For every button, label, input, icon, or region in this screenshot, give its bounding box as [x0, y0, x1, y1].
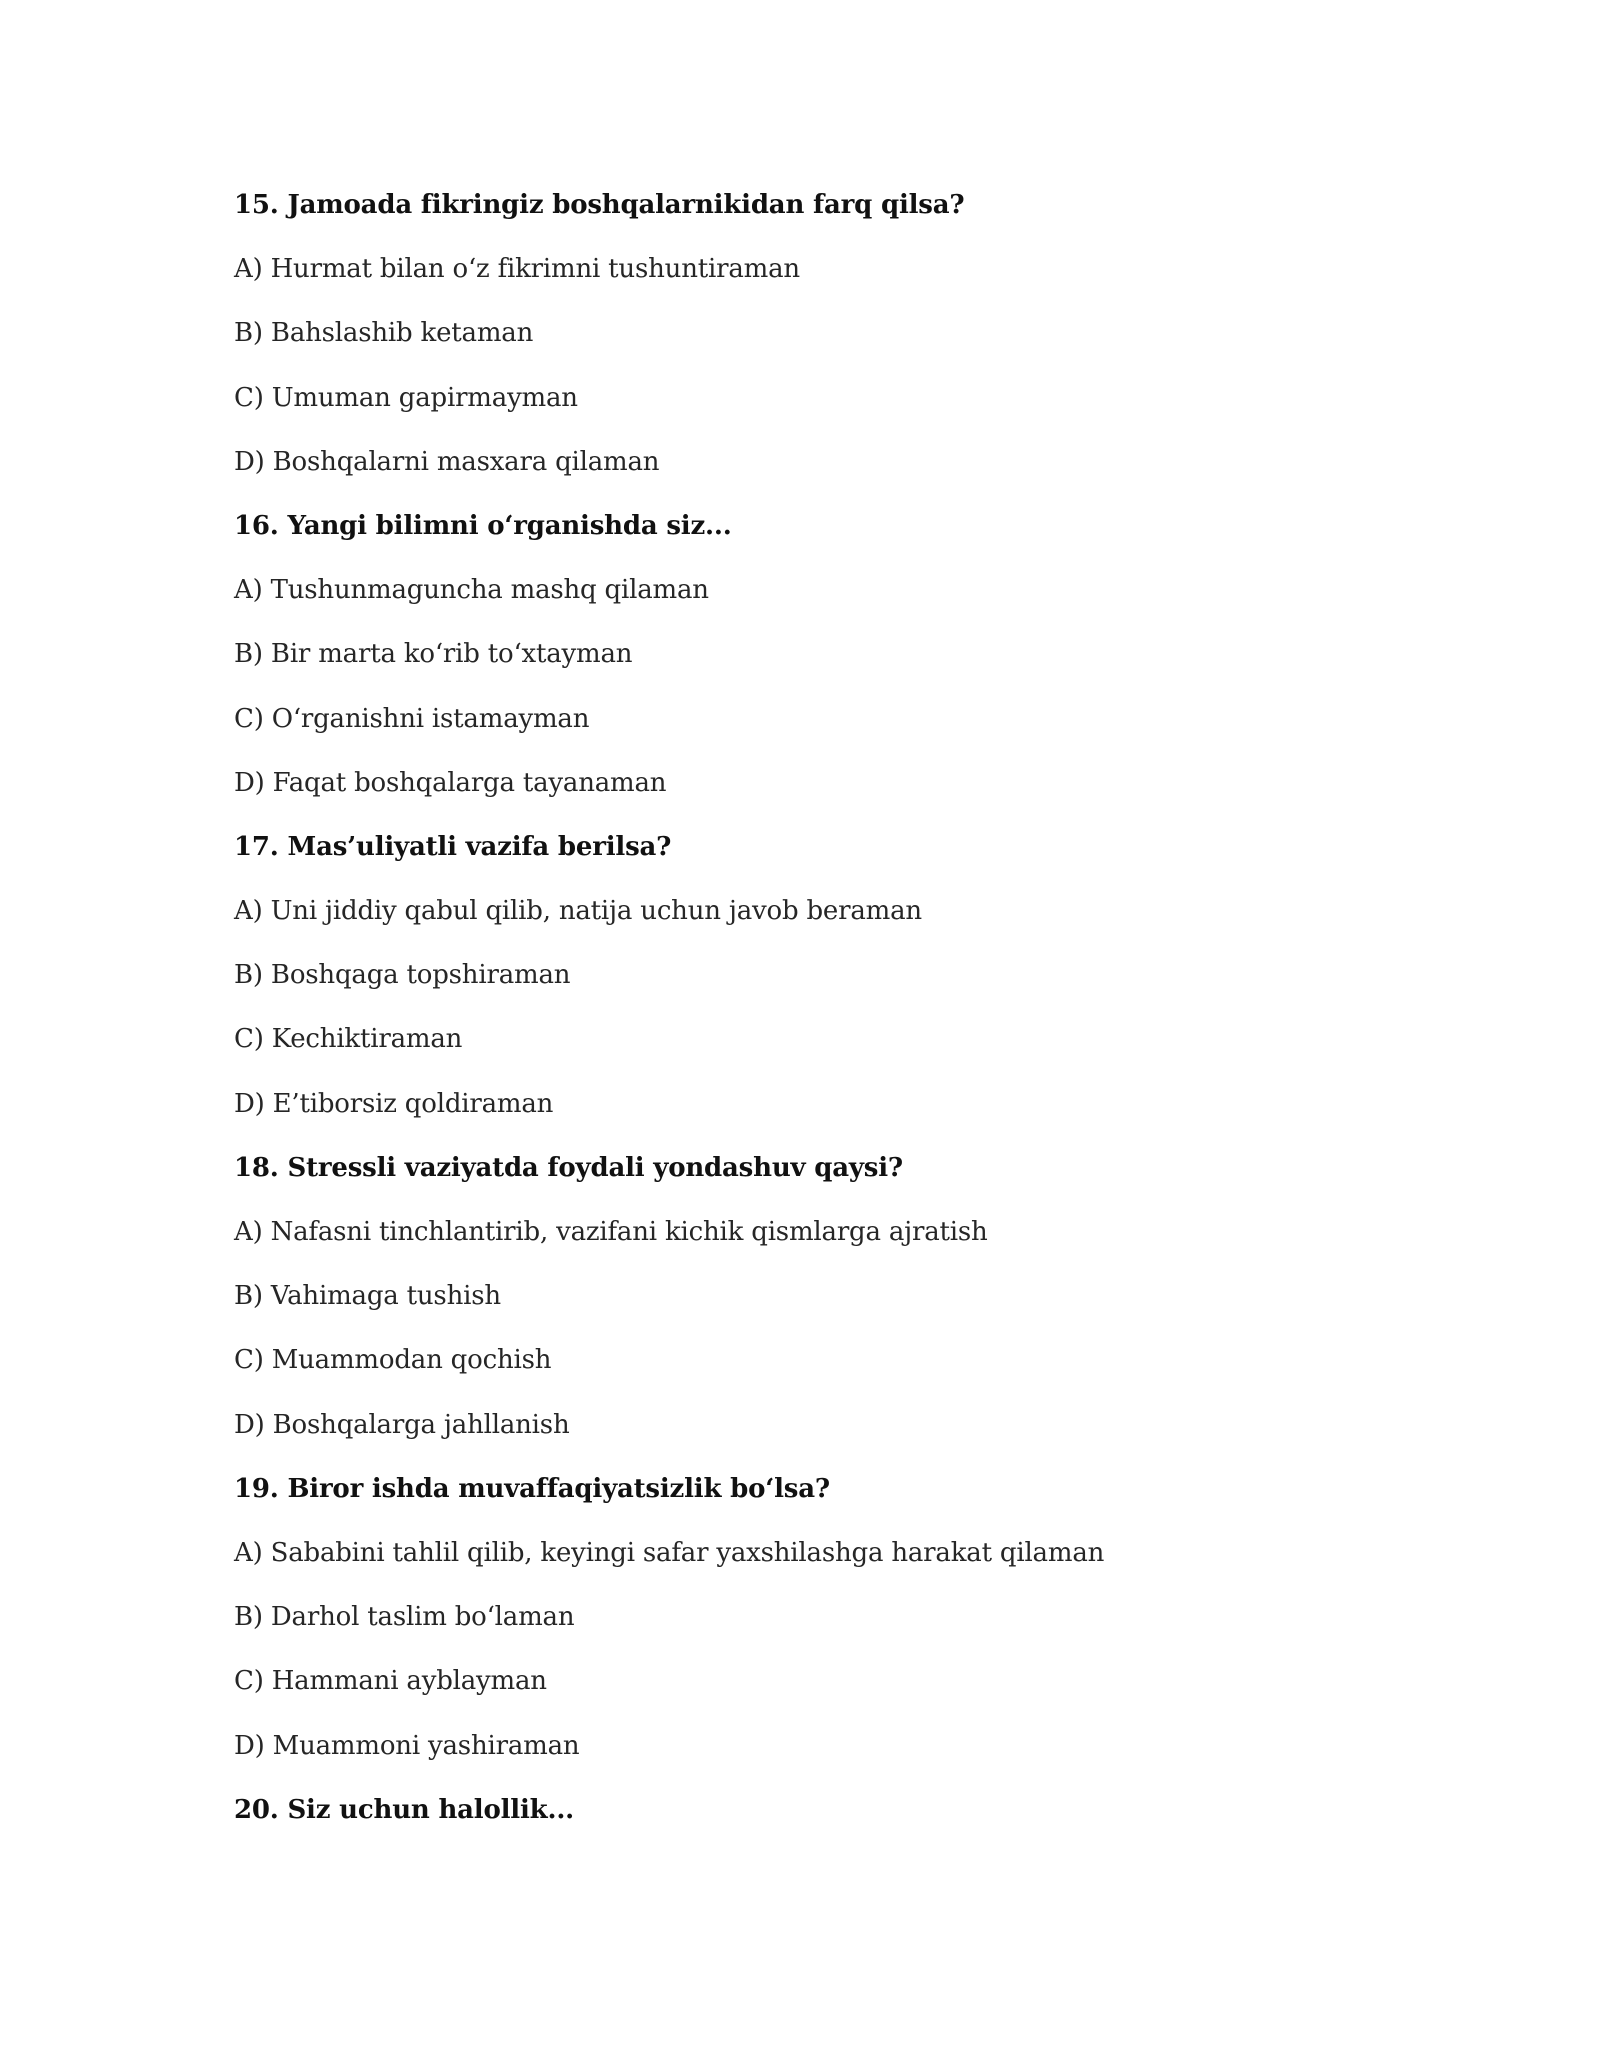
answer-option: B) Bahslashib ketaman: [234, 318, 534, 349]
answer-option: D) Boshqalarga jahllanish: [234, 1409, 570, 1440]
answer-option: A) Hurmat bilan o‘z fikrimni tushuntiraman: [234, 254, 800, 285]
question-title: 16. Yangi bilimni o‘rganishda siz...: [234, 510, 732, 541]
question-list: [234, 183, 1434, 1852]
answer-option: C) O‘rganishni istamayman: [234, 703, 590, 734]
answer-option: B) Bir marta ko‘rib to‘xtayman: [234, 639, 633, 670]
answer-option: D) E’tiborsiz qoldiraman: [234, 1088, 554, 1119]
answer-option: C) Umuman gapirmayman: [234, 382, 578, 413]
answer-option: A) Uni jiddiy qabul qilib, natija uchun javob beraman: [234, 896, 922, 927]
question-title: 18. Stressli vaziyatda foydali yondashuv qaysi?: [234, 1152, 903, 1183]
question-title: 15. Jamoada fikringiz boshqalarnikidan farq qilsa?: [234, 190, 965, 220]
answer-option: A) Nafasni tinchlantirib, vazifani kichik qismlarga ajratish: [234, 1217, 988, 1247]
answer-option: B) Boshqaga topshiraman: [234, 960, 571, 991]
answer-option: D) Faqat boshqalarga tayanaman: [234, 767, 667, 798]
answer-option: B) Darhol taslim bo‘laman: [234, 1602, 575, 1633]
answer-option: D) Boshqalarni masxara qilaman: [234, 446, 660, 477]
answer-option: C) Kechiktiraman: [234, 1024, 463, 1055]
question-title: 20. Siz uchun halollik...: [234, 1794, 575, 1825]
answer-option: A) Tushunmaguncha mashq qilaman: [234, 575, 709, 606]
answer-option: A) Sababini tahlil qilib, keyingi safar yaxshilashga harakat qilaman: [234, 1537, 1105, 1568]
answer-option: D) Muammoni yashiraman: [234, 1730, 580, 1761]
answer-option: B) Vahimaga tushish: [234, 1281, 501, 1312]
answer-option: C) Muammodan qochish: [234, 1345, 552, 1376]
answer-option: C) Hammani ayblayman: [234, 1666, 547, 1697]
question-title: 17. Mas’uliyatli vazifa berilsa?: [234, 831, 672, 862]
question-title: 19. Biror ishda muvaffaqiyatsizlik bo‘lsa?: [234, 1473, 830, 1504]
